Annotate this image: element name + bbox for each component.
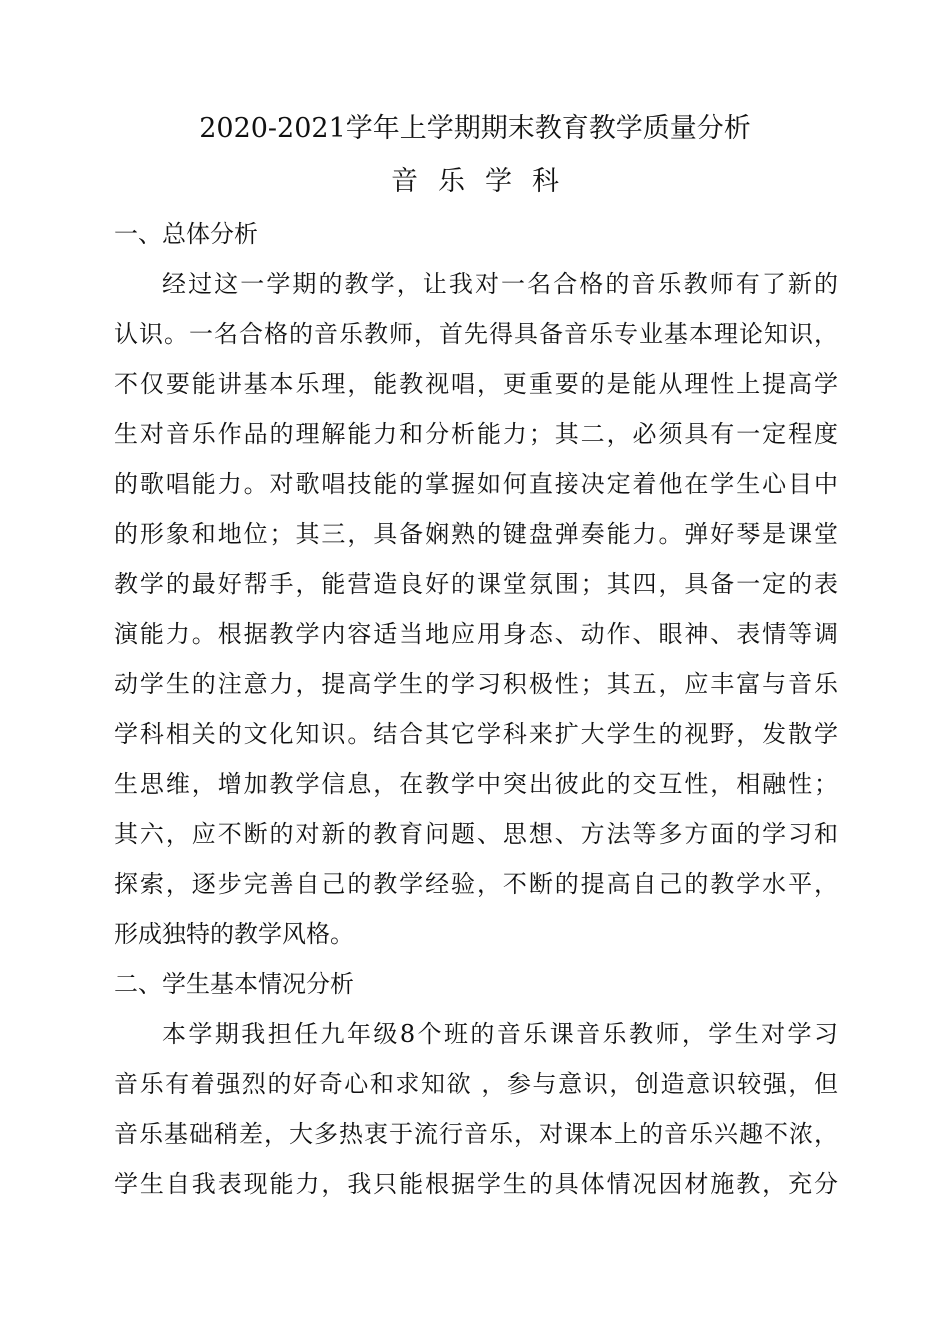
- paragraph-line: 的歌唱能力。对歌唱技能的掌握如何直接决定着他在学生心目中: [114, 470, 838, 498]
- document-subtitle: 音乐学科: [391, 166, 579, 197]
- paragraph-line: 不仅要能讲基本乐理，能教视唱，更重要的是能从理性上提高学: [114, 370, 838, 398]
- paragraph-line: 学科相关的文化知识。结合其它学科来扩大学生的视野，发散学: [114, 720, 838, 748]
- paragraph-line: 的形象和地位；其三，具备娴熟的键盘弹奏能力。弹好琴是课堂: [114, 520, 838, 548]
- paragraph-line: 教学的最好帮手，能营造良好的课堂氛围；其四，具备一定的表: [114, 570, 838, 598]
- paragraph-line: 本学期我担任九年级8个班的音乐课音乐教师，学生对学习: [162, 1020, 838, 1048]
- paragraph-line: 动学生的注意力，提高学生的学习积极性；其五，应丰富与音乐: [114, 670, 838, 698]
- paragraph-line: 其六，应不断的对新的教育问题、思想、方法等多方面的学习和: [114, 820, 838, 848]
- paragraph-line: 探索，逐步完善自己的教学经验，不断的提高自己的教学水平，: [114, 870, 838, 898]
- paragraph-line: 经过这一学期的教学，让我对一名合格的音乐教师有了新的: [162, 270, 838, 298]
- paragraph-line: 音乐基础稍差，大多热衷于流行音乐，对课本上的音乐兴趣不浓，: [114, 1120, 838, 1148]
- paragraph-line: 音乐有着强烈的好奇心和求知欲 ，参与意识，创造意识较强，但: [114, 1070, 838, 1098]
- section-1-heading: 一、总体分析: [114, 220, 258, 248]
- paragraph-line: 生对音乐作品的理解能力和分析能力；其二，必须具有一定程度: [114, 420, 838, 448]
- paragraph-line: 形成独特的教学风格。: [114, 920, 354, 948]
- paragraph-line: 生思维，增加教学信息，在教学中突出彼此的交互性，相融性；: [114, 770, 838, 798]
- document-title: 2020-2021学年上学期期末教育教学质量分析: [199, 113, 751, 144]
- paragraph-line: 认识。一名合格的音乐教师，首先得具备音乐专业基本理论知识，: [114, 320, 838, 348]
- paragraph-line: 学生自我表现能力，我只能根据学生的具体情况因材施教，充分: [114, 1170, 838, 1198]
- paragraph-line: 演能力。根据教学内容适当地应用身态、动作、眼神、表情等调: [114, 620, 838, 648]
- section-2-heading: 二、学生基本情况分析: [114, 970, 354, 998]
